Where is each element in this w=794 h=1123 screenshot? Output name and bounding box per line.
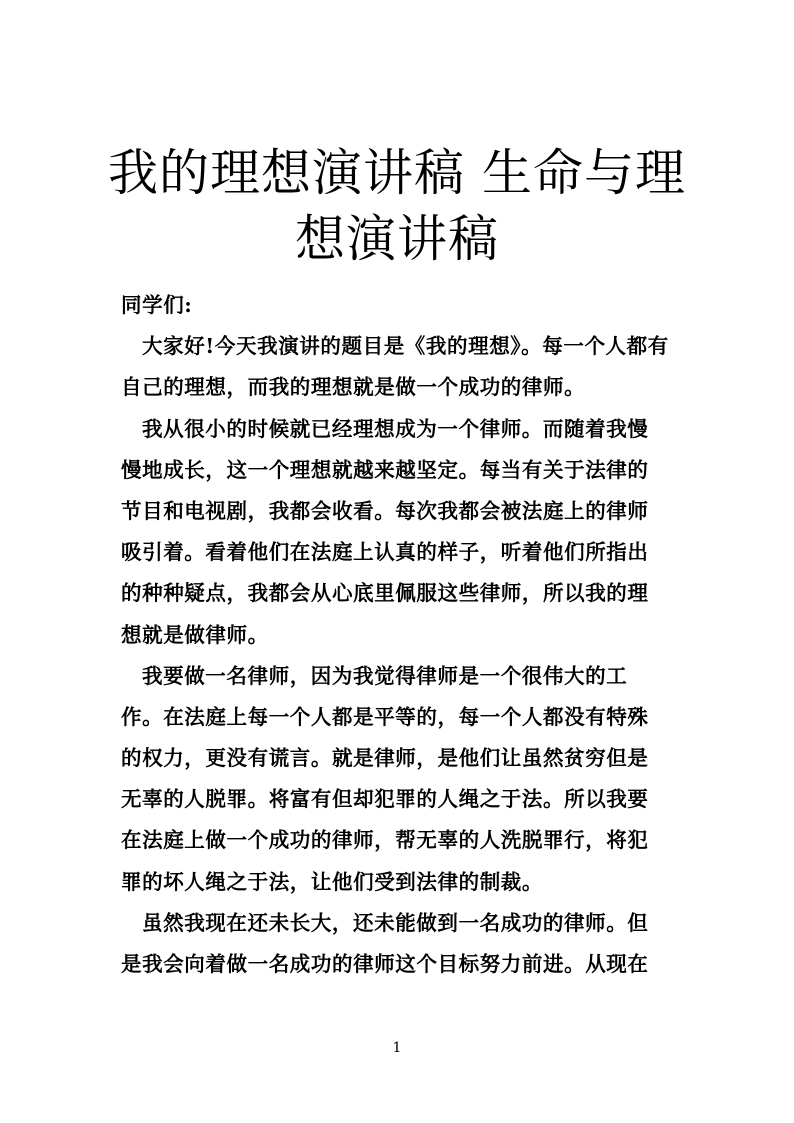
document-title (100, 140, 694, 272)
body-lines (121, 331, 676, 990)
text-line: 吸引着。看着他们在法庭上认真的样子，听着他们所指出 (121, 540, 649, 565)
page-number: 1 (392, 1040, 402, 1056)
text-line: 是我会向着做一名成功的律师这个目标努力前进。从现在 (121, 952, 649, 976)
text-line: 作。在法庭上每一个人都是平等的，每一个人都没有特殊 (121, 704, 649, 729)
text-line: 自己的理想，而我的理想就是做一个成功的律师。 (121, 375, 586, 400)
text-line: 虽然我现在还未长大，还未能做到一名成功的律师。但 (142, 910, 649, 935)
title-line-1: 我的理想演讲稿 生命与理 (108, 144, 686, 202)
text-line: 大家好!今天我演讲的题目是《我的理想》。每一个人都有 (142, 334, 669, 359)
document-body (121, 290, 676, 990)
text-line: 无辜的人脱罪。将富有但却犯罪的人绳之于法。所以我要 (121, 787, 649, 812)
text-line: 的种种疑点，我都会从心底里佩服这些律师，所以我的理 (121, 581, 649, 606)
text-line: 节目和电视剧，我都会收看。每次我都会被法庭上的律师 (121, 498, 649, 523)
text-line: 我要做一名律师，因为我觉得律师是一个很伟大的工 (142, 663, 628, 688)
text-line: 罪的坏人绳之于法，让他们受到法律的制裁。 (121, 869, 543, 894)
text-line: 慢地成长，这一个理想就越来越坚定。每当有关于法律的 (121, 457, 649, 482)
text-line: 的权力，更没有谎言。就是律师，是他们让虽然贫穷但是 (121, 746, 649, 771)
salutation: 同学们: (121, 293, 193, 317)
title-line-2: 想演讲稿 (295, 210, 499, 268)
text-line: 在法庭上做一个成功的律师，帮无辜的人洗脱罪行，将犯 (121, 828, 649, 853)
text-line: 我从很小的时候就已经理想成为一个律师。而随着我慢 (142, 416, 649, 441)
text-line: 想就是做律师。 (121, 622, 269, 647)
